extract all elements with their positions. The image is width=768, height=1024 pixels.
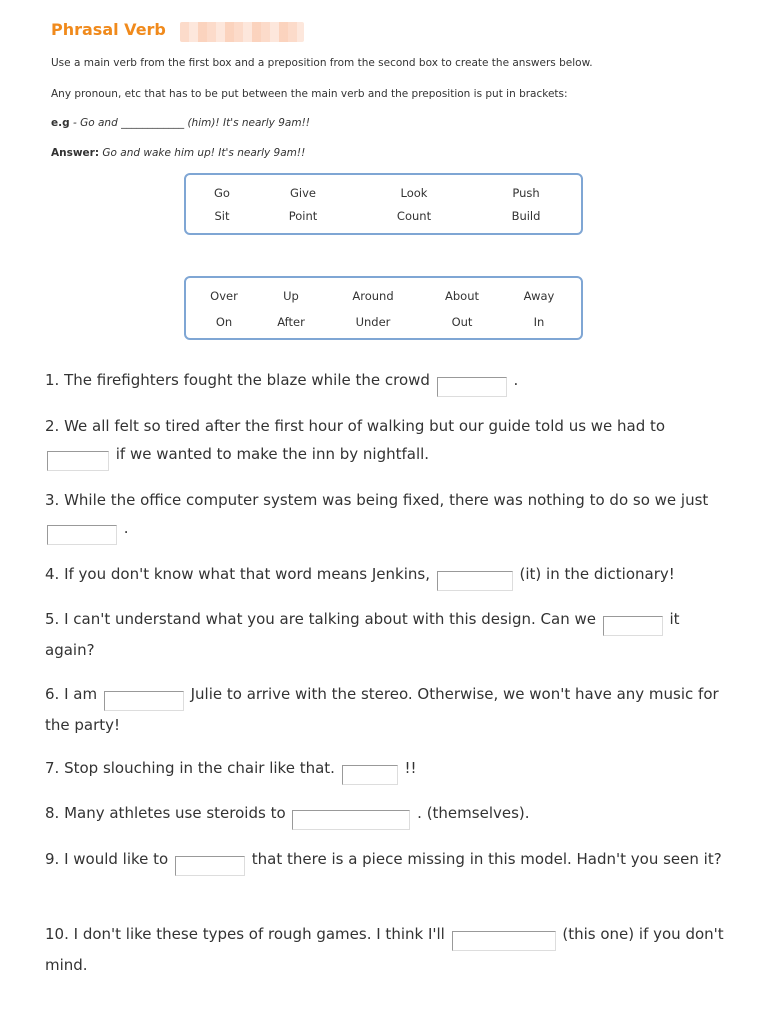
answer-input-6[interactable] <box>104 691 184 711</box>
question-4 <box>45 560 725 591</box>
question-text: 8. Many athletes use steroids to <box>45 804 291 822</box>
example-tail: (him)! It's nearly 9am!! <box>187 117 310 129</box>
example-label: e.g <box>51 117 70 129</box>
question-text: . (themselves). <box>412 804 530 822</box>
preposition-word: After <box>277 315 305 329</box>
page-title: Phrasal Verb <box>51 20 166 39</box>
question-text: Julie to arrive with the stereo. Otherwise, we won't have any music for the party! <box>45 685 719 734</box>
question-6 <box>45 680 725 739</box>
question-7 <box>45 754 725 785</box>
preposition-word: About <box>444 289 480 303</box>
preposition-word: Over <box>210 289 238 303</box>
answer-input-10[interactable] <box>452 931 556 951</box>
question-text: 9. I would like to <box>45 850 173 868</box>
question-text: that there is a piece missing in this model. Hadn't you seen it? <box>247 850 722 868</box>
verb-word: Push <box>512 186 540 200</box>
question-text: if we wanted to make the inn by nightfall. <box>111 445 430 463</box>
verb-word: Give <box>290 186 316 200</box>
answer-input-1[interactable] <box>437 377 507 397</box>
example-line <box>51 117 310 129</box>
instruction-line-2: Any pronoun, etc that has to be put between the main verb and the preposition is put in brackets: <box>51 88 568 100</box>
preposition-word: Out <box>451 315 473 329</box>
question-text: 2. We all felt so tired after the first hour of walking but our guide told us we had to <box>45 417 666 435</box>
answer-label: Answer: <box>51 147 100 159</box>
verb-word: Look <box>400 186 428 200</box>
question-text: 4. If you don't know what that word means Jenkins, <box>45 565 435 583</box>
verb-word: Build <box>511 209 541 223</box>
question-1 <box>45 366 725 397</box>
answer-input-4[interactable] <box>437 571 513 591</box>
question-text: (this one) if you don't mind. <box>45 925 724 974</box>
preposition-word: Under <box>355 315 391 329</box>
instruction-line-1: Use a main verb from the first box and a preposition from the second box to create the answers below. <box>51 57 593 69</box>
question-text: (it) in the dictionary! <box>514 565 675 583</box>
answer-input-3[interactable] <box>47 525 117 545</box>
verb-word: Go <box>214 186 230 200</box>
question-8 <box>45 799 725 830</box>
question-text: 1. The firefighters fought the blaze while the crowd <box>45 371 435 389</box>
question-5 <box>45 605 725 664</box>
answer-input-7[interactable] <box>342 765 398 785</box>
answer-input-9[interactable] <box>175 856 245 876</box>
answer-input-8[interactable] <box>292 810 410 830</box>
question-text: 10. I don't like these types of rough games. I think I'll <box>45 925 450 943</box>
question-text: 3. While the office computer system was being fixed, there was nothing to do so we just <box>45 491 709 509</box>
answer-line <box>51 147 305 159</box>
question-10 <box>45 920 725 979</box>
question-text: 7. Stop slouching in the chair like that. <box>45 759 340 777</box>
verbs-box <box>184 173 583 235</box>
question-3 <box>45 486 725 545</box>
example-text: - Go and ____________ <box>69 117 188 129</box>
preposition-word: In <box>533 315 545 329</box>
redacted-title-suffix <box>180 22 304 42</box>
answer-text: Go and wake him up! It's nearly 9am!! <box>102 147 306 159</box>
preposition-word: On <box>215 315 233 329</box>
question-text: . <box>508 371 519 389</box>
verb-word: Sit <box>214 209 230 223</box>
answer-input-5[interactable] <box>603 616 663 636</box>
verb-word: Count <box>396 209 432 223</box>
preposition-word: Up <box>283 289 299 303</box>
answer-input-2[interactable] <box>47 451 109 471</box>
verb-word: Point <box>288 209 318 223</box>
prepositions-box <box>184 276 583 340</box>
question-text: it again? <box>45 610 680 659</box>
question-text: . <box>119 519 129 537</box>
question-9 <box>45 845 725 876</box>
question-2 <box>45 412 725 471</box>
question-text: 6. I am <box>45 685 102 703</box>
question-text: !! <box>399 759 417 777</box>
question-text: 5. I can't understand what you are talking about with this design. Can we <box>45 610 601 628</box>
preposition-word: Away <box>523 289 555 303</box>
preposition-word: Around <box>352 289 394 303</box>
